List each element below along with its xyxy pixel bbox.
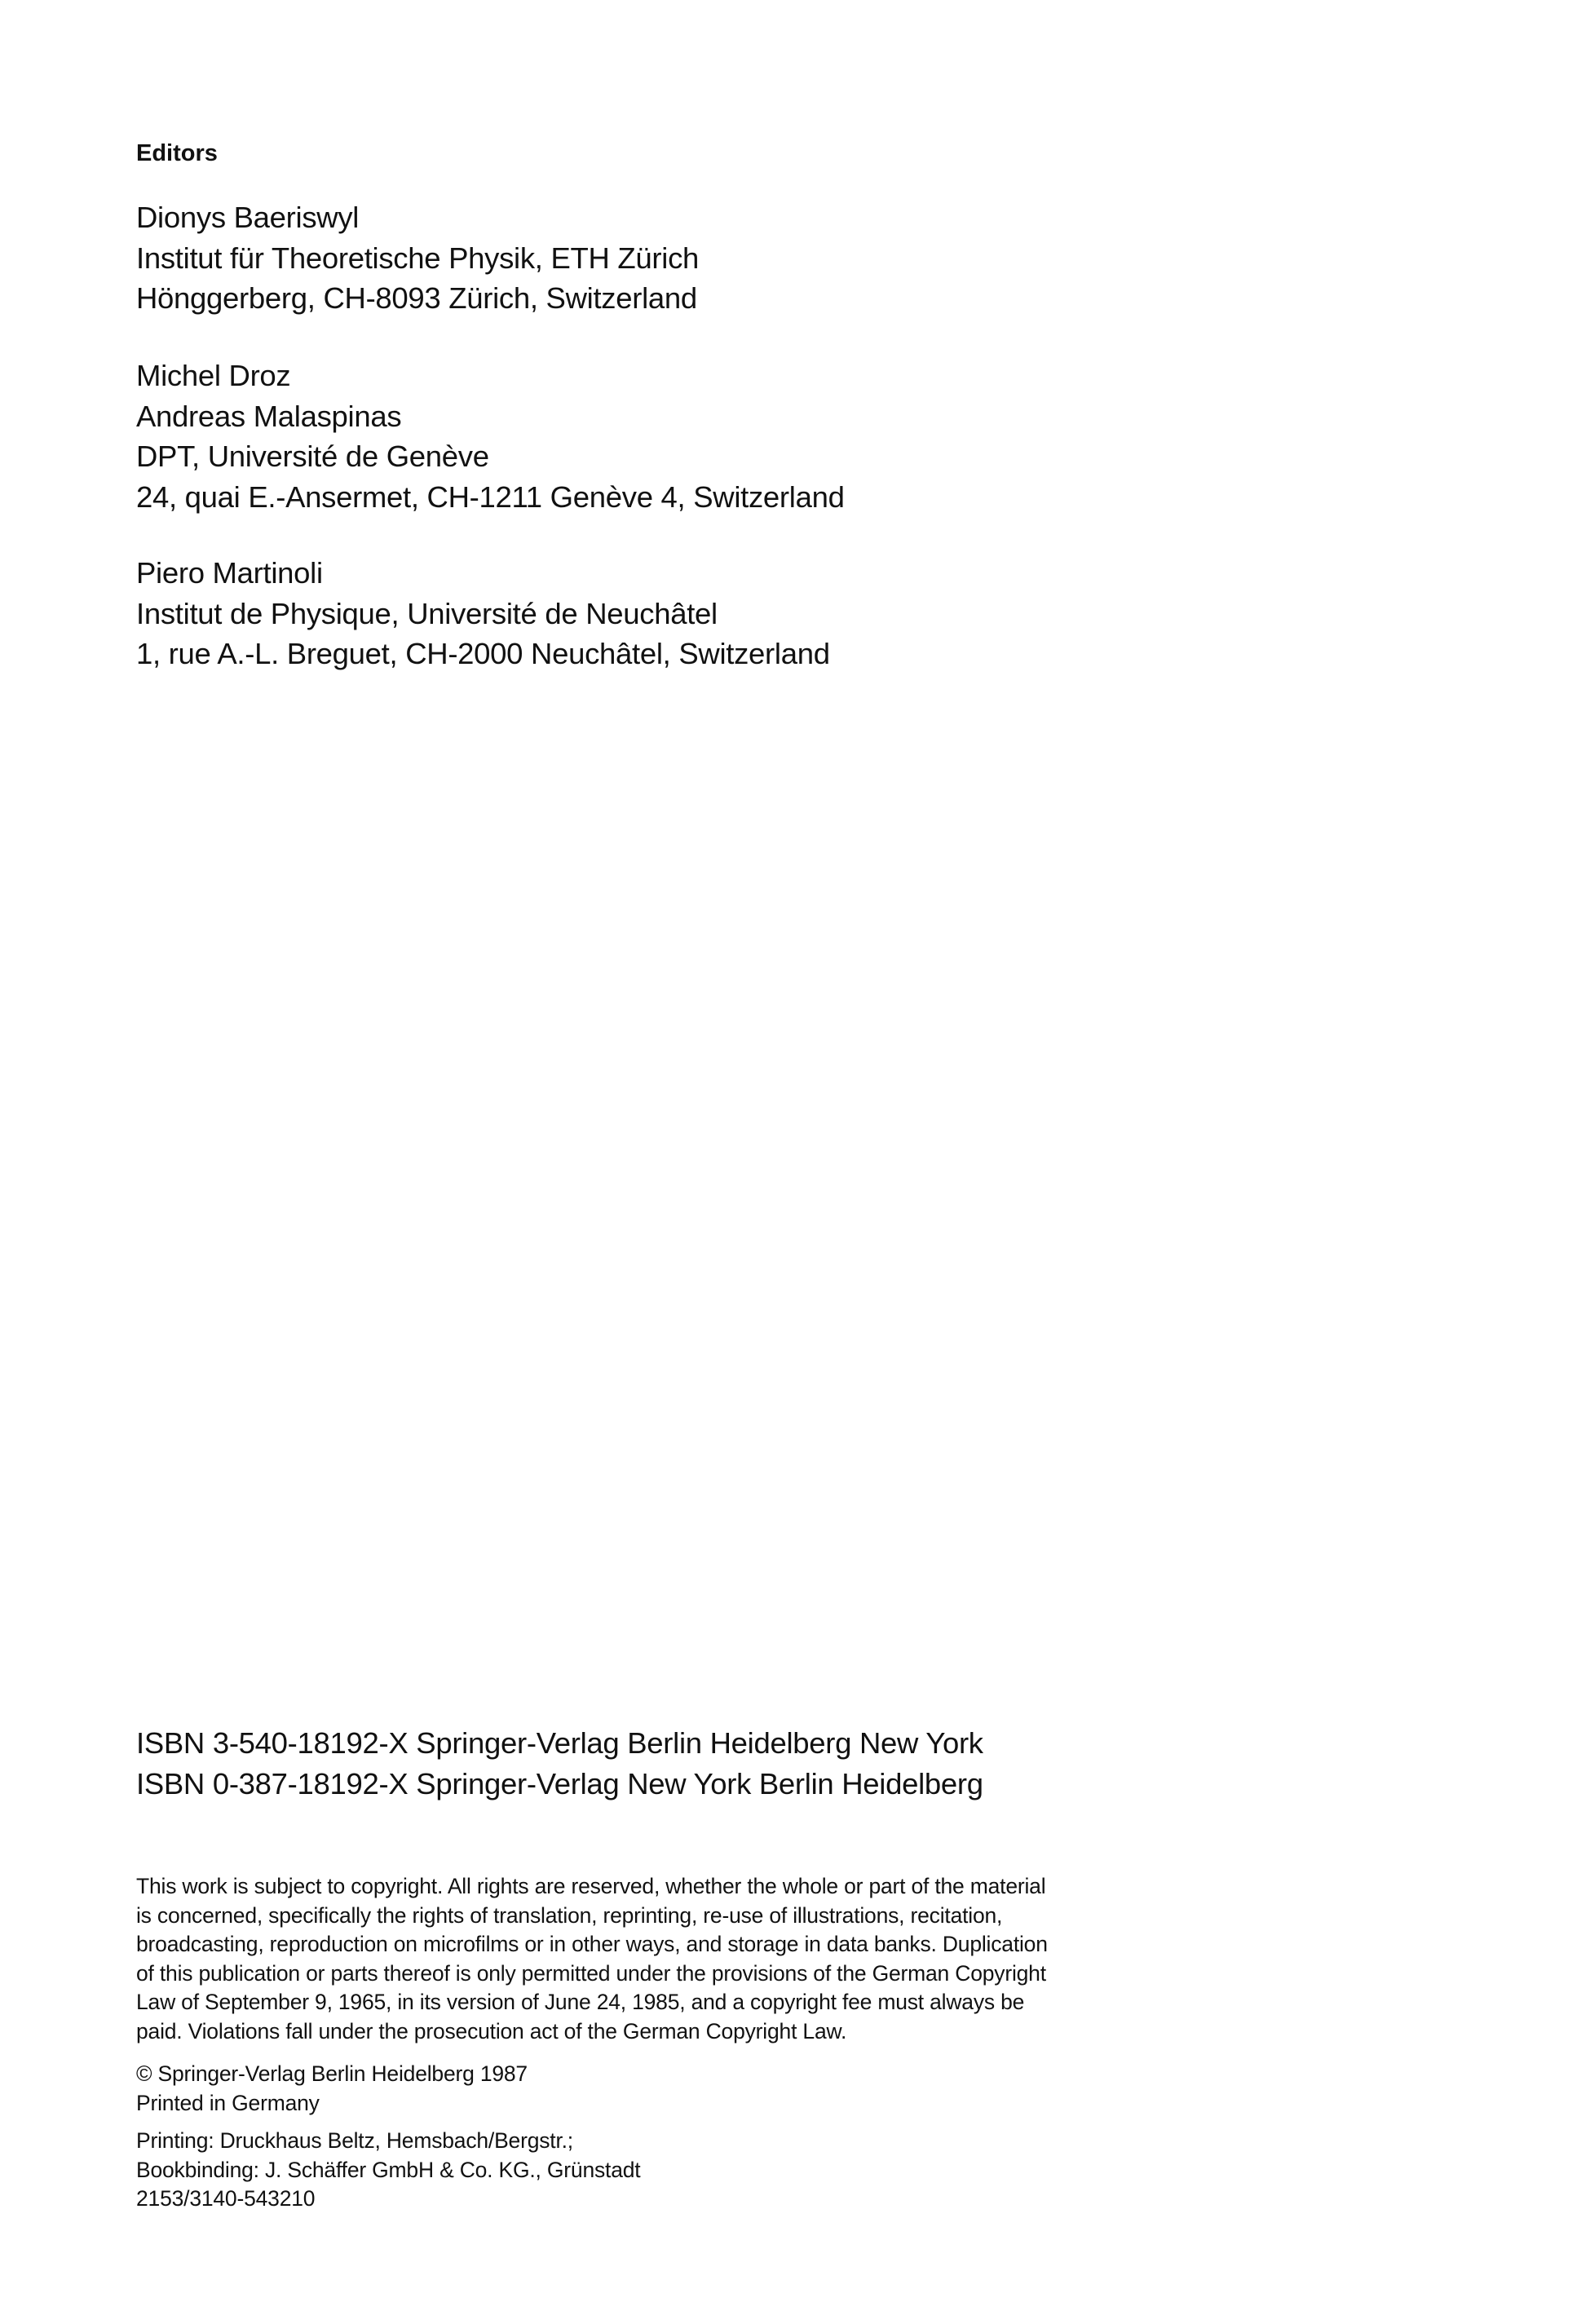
editor-name: Piero Martinoli bbox=[136, 556, 323, 590]
printed-in: Printed in Germany bbox=[136, 2090, 320, 2115]
editor-name: Dionys Baeriswyl bbox=[136, 201, 360, 234]
editor-address-droz-malaspinas bbox=[136, 356, 845, 517]
isbn-block bbox=[136, 1723, 983, 1804]
editor-address-line: 24, quai E.-Ansermet, CH-1211 Genève 4, Switzerland bbox=[136, 479, 845, 514]
copyright-notice-line: of this publication or parts thereof is only permitted under the provisions of the German Copyright bbox=[136, 1960, 1046, 1986]
copyright-notice-line: is concerned, specifically the rights of translation, reprinting, re-use of illustrations, recitation, bbox=[136, 1902, 1003, 1928]
copyright-notice-line: This work is subject to copyright. All rights are reserved, whether the whole or part of the material bbox=[136, 1874, 1046, 1898]
copyright-notice-line: broadcasting, reproduction on microfilms or in other ways, and storage in data banks. Duplication bbox=[136, 1932, 1048, 1957]
editor-name: Andreas Malaspinas bbox=[136, 399, 402, 433]
editor-address-line: Hönggerberg, CH-8093 Zürich, Switzerland bbox=[136, 281, 697, 315]
publisher-block bbox=[136, 2060, 528, 2118]
editor-institution: Institut für Theoretische Physik, ETH Zürich bbox=[136, 241, 700, 275]
copyright-notice bbox=[136, 1872, 1172, 2047]
bookbinding-credit: Bookbinding: J. Schäffer GmbH & Co. KG., Grünstadt bbox=[136, 2157, 641, 2182]
printing-block bbox=[136, 2127, 640, 2214]
printing-credit: Printing: Druckhaus Beltz, Hemsbach/Bergstr.; bbox=[136, 2128, 573, 2153]
print-code: 2153/3140-543210 bbox=[136, 2186, 316, 2211]
editor-name: Michel Droz bbox=[136, 359, 291, 392]
editor-institution: DPT, Université de Genève bbox=[136, 440, 489, 473]
isbn-line: ISBN 3-540-18192-X Springer-Verlag Berlin Heidelberg New York bbox=[136, 1726, 983, 1760]
copyright-notice-line: paid. Violations fall under the prosecution act of the German Copyright Law. bbox=[136, 2018, 847, 2043]
editor-address-line: 1, rue A.-L. Breguet, CH-2000 Neuchâtel, Switzerland bbox=[136, 637, 830, 670]
editor-address-martinoli bbox=[136, 553, 830, 674]
copyright-holder: © Springer-Verlag Berlin Heidelberg 1987 bbox=[136, 2061, 528, 2086]
copyright-notice-line: Law of September 9, 1965, in its version of June 24, 1985, and a copyright fee must always be bbox=[136, 1990, 1025, 2015]
editor-address-baeriswyl bbox=[136, 197, 699, 319]
editor-institution: Institut de Physique, Université de Neuchâtel bbox=[136, 596, 718, 630]
isbn-line: ISBN 0-387-18192-X Springer-Verlag New York Berlin Heidelberg bbox=[136, 1766, 983, 1800]
editors-heading: Editors bbox=[136, 140, 218, 166]
